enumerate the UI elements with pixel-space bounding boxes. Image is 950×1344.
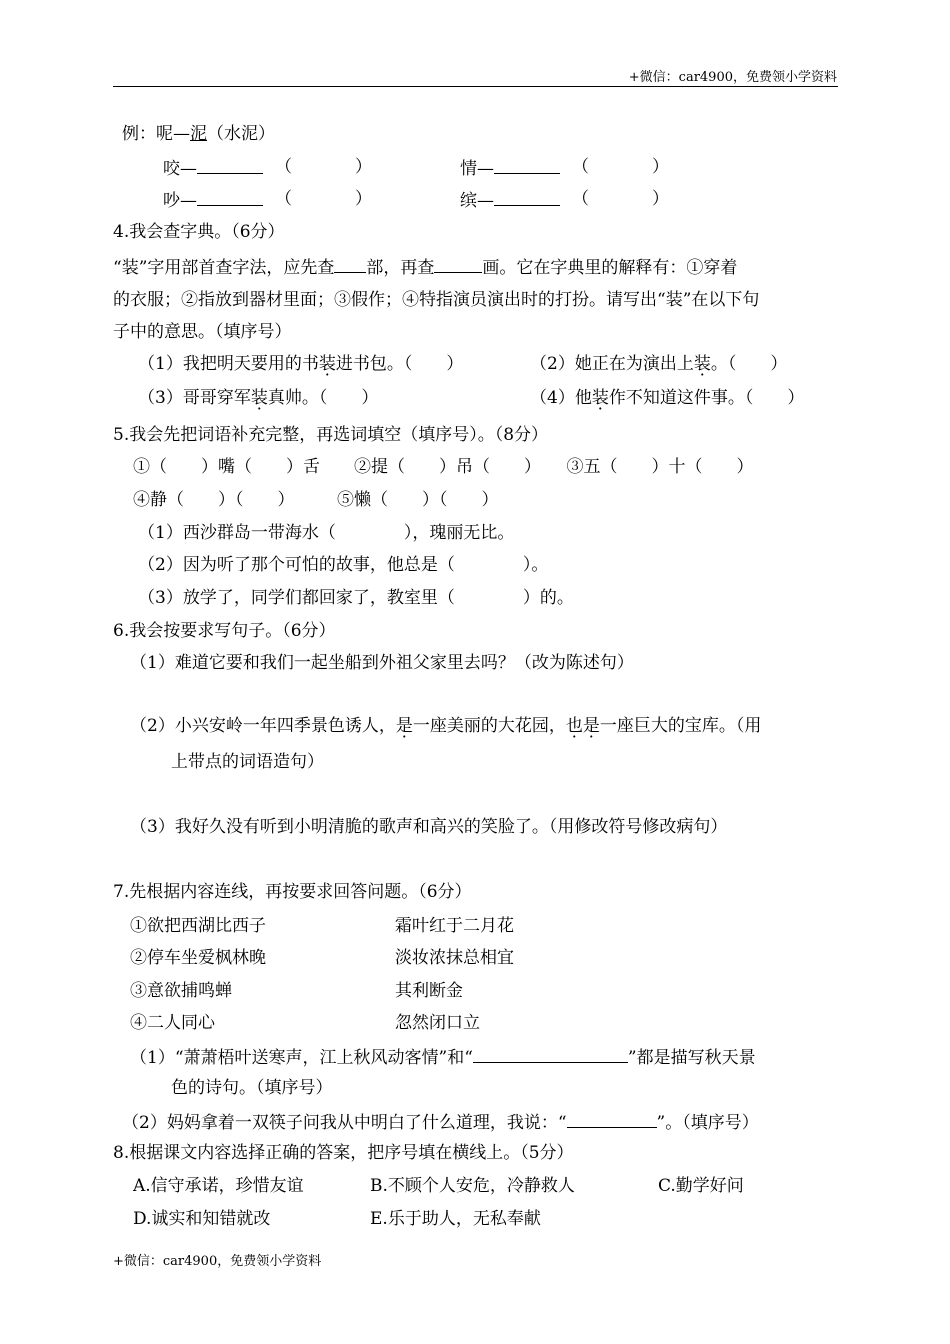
answer-blank[interactable] <box>197 189 263 206</box>
q4-text: （4）他 <box>530 388 592 408</box>
q3-item-4-paren-open: （ <box>572 189 589 209</box>
q3-example <box>122 124 275 144</box>
q4-text: 画。它在字典里的解释有：①穿着 <box>482 258 738 278</box>
dotted-char: 也 <box>565 716 583 736</box>
q7-sentence-2 <box>122 1111 759 1133</box>
q8-option-b: B.不顾个人安危，冷静救人 <box>370 1176 575 1196</box>
q4-text: （2）她正在为演出上 <box>530 354 694 374</box>
q3-example-char: 泥 <box>190 124 207 144</box>
dotted-char: 装 <box>591 388 609 408</box>
q6-sentence-2 <box>130 716 761 736</box>
dotted-char: 是 <box>395 716 413 736</box>
q7-left-3[interactable]: ③意欲捕鸣蝉 <box>130 981 232 1001</box>
q3-item-char: 情— <box>460 159 494 179</box>
q7-right-2[interactable]: 淡妆浓抹总相宜 <box>395 948 514 968</box>
dotted-char: 装 <box>693 354 711 374</box>
q5-sentence-2: （2）因为听了那个可怕的故事，他总是（ ）。 <box>138 555 549 575</box>
q3-item-char: 咬— <box>163 159 197 179</box>
page-footer: +微信：car4900，免费领小学资料 <box>113 1254 322 1269</box>
q5-word-row-1: ①（ ）嘴（ ）舌 ②提（ ）吊（ ） ③五（ ）十（ ） <box>133 457 754 477</box>
q4-sentence-1 <box>138 354 463 374</box>
answer-blank[interactable] <box>494 189 560 206</box>
answer-blank[interactable] <box>334 256 366 273</box>
dotted-char: 装 <box>250 388 268 408</box>
q3-item-char: 吵— <box>163 191 197 211</box>
q4-sentence-2 <box>530 354 787 374</box>
answer-blank[interactable] <box>567 1111 657 1128</box>
q5-word-row-2: ④静（ ）（ ） ⑤懒（ ）（ ） <box>133 490 499 510</box>
q6-sentence-1: （1）难道它要和我们一起坐船到外祖父家里去吗？（改为陈述句） <box>130 653 634 673</box>
q3-item-2-paren-close: ） <box>652 157 669 177</box>
q8-option-d: D.诚实和知错就改 <box>133 1209 271 1229</box>
dotted-char: 装 <box>318 354 336 374</box>
q6-sentence-3: （3）我好久没有听到小明清脆的歌声和高兴的笑脸了。（用修改符号修改病句） <box>130 817 728 837</box>
q5-sentence-3: （3）放学了，同学们都回家了，教室里（ ）的。 <box>138 588 574 608</box>
q5-sentence-1: （1）西沙群岛一带海水（ ），瑰丽无比。 <box>138 523 515 543</box>
q8-title: 8.根据课文内容选择正确的答案，把序号填在横线上。（5分） <box>113 1143 574 1163</box>
q6-text: 一座美丽的大花园， <box>412 716 566 736</box>
q7-right-1[interactable]: 霜叶红于二月花 <box>395 916 514 936</box>
q5-title: 5.我会先把词语补充完整，再选词填空（填序号）。（8分） <box>113 425 549 445</box>
q4-text: 作不知道这件事。（ ） <box>608 388 805 408</box>
q4-sentence-4 <box>530 388 804 408</box>
q7-right-4[interactable]: 忽然闭口立 <box>395 1013 480 1033</box>
q3-item-2-paren-open: （ <box>572 157 589 177</box>
q3-example-prefix: 例：呢— <box>122 124 190 144</box>
q3-item-1-paren-open: （ <box>275 157 292 177</box>
q6-text: （2）小兴安岭一年四季景色诱人， <box>130 716 396 736</box>
q3-item-4 <box>460 189 560 211</box>
q3-item-4-paren-close: ） <box>652 189 669 209</box>
dotted-char: 是 <box>582 716 600 736</box>
q3-item-3-paren-open: （ <box>275 189 292 209</box>
answer-blank[interactable] <box>434 256 482 273</box>
q4-title: 4.我会查字典。（6分） <box>113 222 285 242</box>
q7-sentence-1 <box>130 1046 756 1068</box>
q7-text: ”。（填序号） <box>656 1113 759 1133</box>
q3-example-suffix: （水泥） <box>207 124 275 144</box>
q8-option-e: E.乐于助人，无私奉献 <box>370 1209 541 1229</box>
q4-text: （3）哥哥穿军 <box>138 388 251 408</box>
q3-item-3 <box>163 189 263 211</box>
q4-text: 进书包。（ ） <box>335 354 464 374</box>
q3-item-2 <box>460 157 560 179</box>
q6-title: 6.我会按要求写句子。（6分） <box>113 621 336 641</box>
page-header: +微信：car4900，免费领小学资料 <box>628 70 837 85</box>
q8-option-c: C.勤学好问 <box>658 1176 744 1196</box>
q4-paragraph-line-1 <box>113 256 737 278</box>
q7-sentence-1-cont: 色的诗句。（填序号） <box>171 1078 333 1098</box>
q7-right-3[interactable]: 其利断金 <box>395 981 463 1001</box>
q7-left-2[interactable]: ②停车坐爱枫林晚 <box>130 948 266 968</box>
q7-left-1[interactable]: ①欲把西湖比西子 <box>130 916 266 936</box>
q7-left-4[interactable]: ④二人同心 <box>130 1013 215 1033</box>
header-divider <box>113 86 838 87</box>
q3-item-1 <box>163 157 263 179</box>
q8-option-a: A.信守承诺，珍惜友谊 <box>133 1176 304 1196</box>
q3-item-3-paren-close: ） <box>355 189 372 209</box>
q3-item-1-paren-close: ） <box>355 157 372 177</box>
q7-text: ”都是描写秋天景 <box>627 1048 756 1068</box>
q4-text: 。（ ） <box>710 354 788 374</box>
q4-paragraph-line-3: 子中的意思。（填序号） <box>113 322 292 342</box>
q4-text: 真帅。（ ） <box>267 388 379 408</box>
q7-text: （2）妈妈拿着一双筷子问我从中明白了什么道理，我说：“ <box>122 1113 567 1133</box>
q6-sentence-2-cont: 上带点的词语造句） <box>171 752 324 772</box>
answer-blank[interactable] <box>494 157 560 174</box>
q4-sentence-3 <box>138 388 378 408</box>
q6-text: 一座巨大的宝库。（用 <box>599 716 762 736</box>
answer-blank[interactable] <box>473 1046 628 1063</box>
q4-text: （1）我把明天要用的书 <box>138 354 319 374</box>
q7-text: （1）“萧萧梧叶送寒声，江上秋风动客情”和“ <box>130 1048 473 1068</box>
q3-item-char: 缤— <box>460 191 494 211</box>
q4-text: 部，再查 <box>366 258 435 278</box>
q4-text: “装”字用部首查字法，应先查 <box>113 258 335 278</box>
q4-paragraph-line-2: 的衣服；②指放到器材里面；③假作；④特指演员演出时的打扮。请写出“装”在以下句 <box>113 290 760 310</box>
q7-title: 7.先根据内容连线，再按要求回答问题。（6分） <box>113 882 472 902</box>
answer-blank[interactable] <box>197 157 263 174</box>
